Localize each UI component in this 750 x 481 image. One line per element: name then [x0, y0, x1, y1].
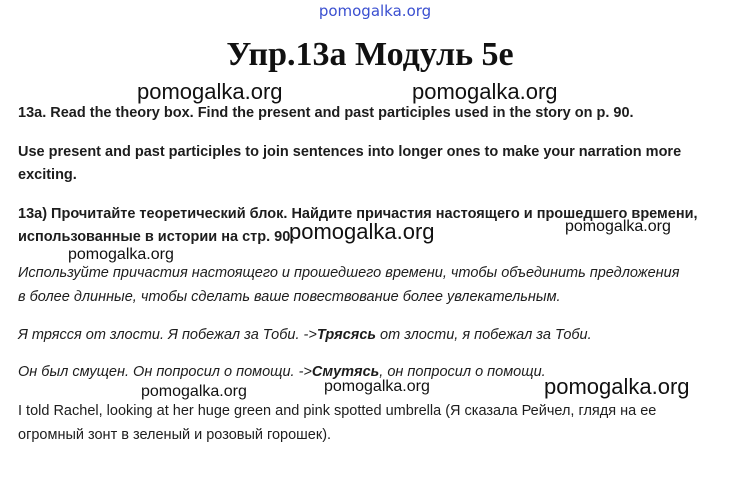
- watermark: pomogalka.org: [565, 218, 671, 235]
- example-1-highlight: Трясясь: [316, 327, 376, 343]
- task-en-line-2a: Use present and past participles to join sentences into longer ones to make your narration more: [18, 144, 682, 160]
- example-2-highlight: Смутясь: [311, 364, 380, 380]
- task-ru-line-1b: использованные в истории на стр. 90.: [18, 229, 295, 245]
- watermark: pomogalka.org: [324, 378, 430, 395]
- task-ru-line-1a: 13а) Прочитайте теоретический блок. Найдите причастия настоящего и прошедшего времени,: [18, 206, 698, 222]
- example-1-before: Я трясся от злости. Я побежал за Тоби. ->: [18, 327, 317, 343]
- example-2-before: Он был смущен. Он попросил о помощи. ->: [18, 364, 312, 380]
- example-3a: I told Rachel, looking at her huge green and pink spotted umbrella (Я сказала Рейчел, глядя на ее: [18, 403, 657, 419]
- example-2: [18, 363, 546, 381]
- watermark: pomogalka.org: [289, 219, 435, 244]
- watermark: pomogalka.org: [544, 374, 690, 399]
- watermark: pomogalka.org: [412, 79, 558, 104]
- page-title: Упр.13а Модуль 5е: [226, 36, 514, 73]
- task-en-line-1: 13a. Read the theory box. Find the present and past participles used in the story on p. 90.: [18, 105, 634, 121]
- task-ru-line-2b: в более длинные, чтобы сделать ваше повествование более увлекательным.: [18, 289, 561, 305]
- example-3b: огромный зонт в зеленый и розовый горошек).: [18, 427, 332, 443]
- watermark: pomogalka.org: [68, 246, 174, 263]
- example-1: [18, 326, 592, 344]
- watermark-top: pomogalka.org: [318, 2, 432, 20]
- watermark: pomogalka.org: [137, 79, 283, 104]
- example-1-after: от злости, я побежал за Тоби.: [376, 327, 592, 343]
- task-ru-line-2a: Используйте причастия настоящего и прошедшего времени, чтобы объединить предложения: [18, 265, 680, 281]
- example-2-after: , он попросил о помощи.: [379, 364, 546, 380]
- task-en-line-2b: exciting.: [18, 167, 77, 183]
- watermark: pomogalka.org: [141, 383, 247, 400]
